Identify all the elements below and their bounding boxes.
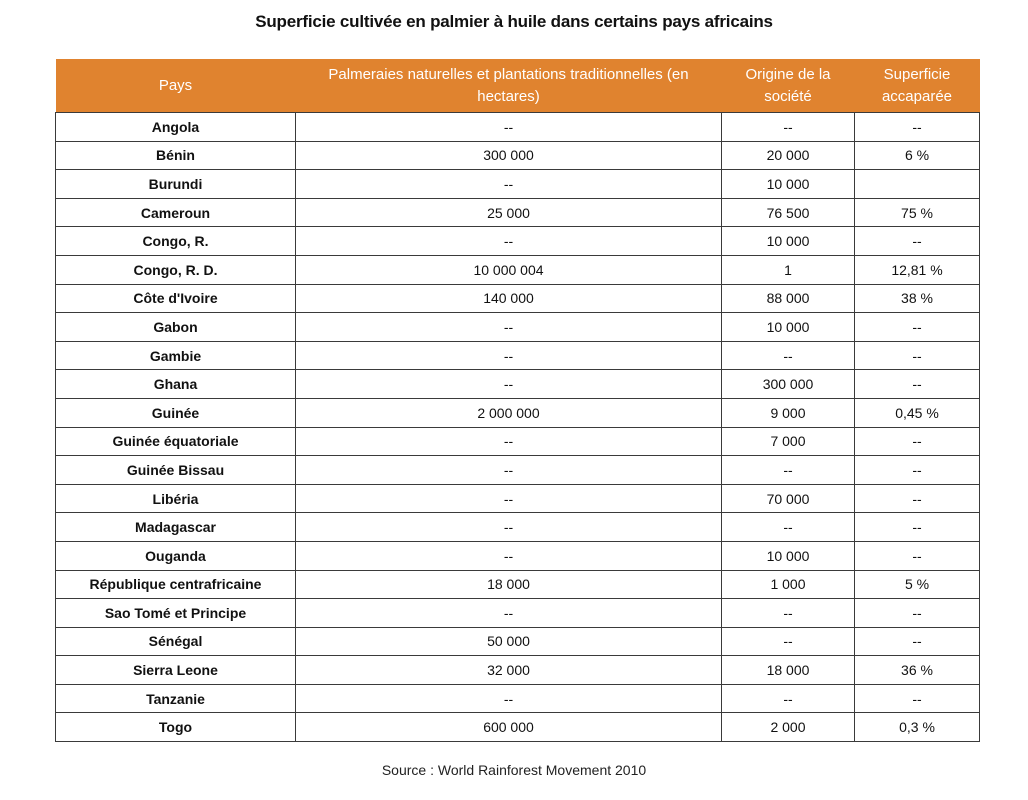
origine-cell: 10 000 <box>722 313 855 342</box>
country-cell: Sao Tomé et Principe <box>56 599 296 628</box>
palmeraies-cell: -- <box>296 513 722 542</box>
superficie-cell: 5 % <box>855 570 980 599</box>
palmeraies-cell: -- <box>296 227 722 256</box>
country-cell: Guinée Bissau <box>56 456 296 485</box>
country-cell: Sierra Leone <box>56 656 296 685</box>
table-row <box>56 284 980 313</box>
origine-cell: -- <box>722 599 855 628</box>
table-row <box>56 627 980 656</box>
palmeraies-cell: -- <box>296 313 722 342</box>
origine-cell: 20 000 <box>722 141 855 170</box>
palmeraies-cell: 32 000 <box>296 656 722 685</box>
origine-cell: -- <box>722 513 855 542</box>
superficie-cell: 75 % <box>855 198 980 227</box>
superficie-cell: 38 % <box>855 284 980 313</box>
origine-cell: 9 000 <box>722 398 855 427</box>
superficie-cell: -- <box>855 627 980 656</box>
table-row <box>56 341 980 370</box>
superficie-cell: 12,81 % <box>855 255 980 284</box>
superficie-cell: -- <box>855 227 980 256</box>
country-cell: Congo, R. <box>56 227 296 256</box>
table-row <box>56 170 980 199</box>
superficie-cell: -- <box>855 541 980 570</box>
table-row <box>56 656 980 685</box>
palmeraies-cell: -- <box>296 113 722 142</box>
origine-cell: -- <box>722 341 855 370</box>
table-row <box>56 141 980 170</box>
table-row <box>56 113 980 142</box>
superficie-cell: -- <box>855 599 980 628</box>
superficie-cell: -- <box>855 684 980 713</box>
origine-cell: -- <box>722 456 855 485</box>
superficie-cell: 0,3 % <box>855 713 980 742</box>
superficie-cell: 6 % <box>855 141 980 170</box>
table-row <box>56 370 980 399</box>
origine-cell: 70 000 <box>722 484 855 513</box>
origine-cell: 7 000 <box>722 427 855 456</box>
table-row <box>56 456 980 485</box>
country-cell: Angola <box>56 113 296 142</box>
table-row <box>56 541 980 570</box>
origine-cell: 10 000 <box>722 227 855 256</box>
table-row <box>56 684 980 713</box>
origine-cell: 1 000 <box>722 570 855 599</box>
palmeraies-cell: 18 000 <box>296 570 722 599</box>
superficie-cell: -- <box>855 313 980 342</box>
palmeraies-cell: 2 000 000 <box>296 398 722 427</box>
table-body <box>56 113 980 742</box>
origine-cell: 300 000 <box>722 370 855 399</box>
data-table <box>55 59 980 742</box>
table-row <box>56 427 980 456</box>
origine-cell: -- <box>722 113 855 142</box>
header-palmeraies: Palmeraies naturelles et plantations traditionnelles (en hectares) <box>296 59 722 113</box>
origine-cell: 10 000 <box>722 541 855 570</box>
table-row <box>56 227 980 256</box>
palmeraies-cell: 10 000 004 <box>296 255 722 284</box>
palmeraies-cell: 50 000 <box>296 627 722 656</box>
origine-cell: 1 <box>722 255 855 284</box>
origine-cell: 2 000 <box>722 713 855 742</box>
country-cell: Guinée <box>56 398 296 427</box>
country-cell: République centrafricaine <box>56 570 296 599</box>
table-row <box>56 713 980 742</box>
origine-cell: 88 000 <box>722 284 855 313</box>
country-cell: Sénégal <box>56 627 296 656</box>
superficie-cell: -- <box>855 341 980 370</box>
country-cell: Guinée équatoriale <box>56 427 296 456</box>
origine-cell: 18 000 <box>722 656 855 685</box>
header-pays: Pays <box>56 59 296 113</box>
palmeraies-cell: -- <box>296 684 722 713</box>
country-cell: Bénin <box>56 141 296 170</box>
table-row <box>56 198 980 227</box>
header-origine: Origine de la société <box>722 59 855 113</box>
palmeraies-cell: -- <box>296 370 722 399</box>
table-header <box>56 59 980 113</box>
palmeraies-cell: -- <box>296 170 722 199</box>
palmeraies-cell: -- <box>296 599 722 628</box>
palmeraies-cell: 600 000 <box>296 713 722 742</box>
superficie-cell: -- <box>855 513 980 542</box>
country-cell: Ouganda <box>56 541 296 570</box>
table-row <box>56 484 980 513</box>
country-cell: Tanzanie <box>56 684 296 713</box>
table-row <box>56 599 980 628</box>
palmeraies-cell: -- <box>296 427 722 456</box>
page-title: Superficie cultivée en palmier à huile dans certains pays africains <box>255 12 773 31</box>
table-row <box>56 398 980 427</box>
header-superficie: Superficie accaparée <box>855 59 980 113</box>
superficie-cell <box>855 170 980 199</box>
palmeraies-cell: 25 000 <box>296 198 722 227</box>
origine-cell: 76 500 <box>722 198 855 227</box>
origine-cell: 10 000 <box>722 170 855 199</box>
origine-cell: -- <box>722 684 855 713</box>
superficie-cell: -- <box>855 456 980 485</box>
header-row <box>56 59 980 113</box>
palmeraies-cell: -- <box>296 541 722 570</box>
palmeraies-cell: 140 000 <box>296 284 722 313</box>
table-row <box>56 570 980 599</box>
superficie-cell: -- <box>855 370 980 399</box>
country-cell: Cameroun <box>56 198 296 227</box>
source-note: Source : World Rainforest Movement 2010 <box>381 762 647 778</box>
country-cell: Madagascar <box>56 513 296 542</box>
country-cell: Ghana <box>56 370 296 399</box>
table-row <box>56 513 980 542</box>
country-cell: Côte d'Ivoire <box>56 284 296 313</box>
superficie-cell: -- <box>855 113 980 142</box>
country-cell: Burundi <box>56 170 296 199</box>
superficie-cell: 36 % <box>855 656 980 685</box>
palmeraies-cell: -- <box>296 456 722 485</box>
origine-cell: -- <box>722 627 855 656</box>
country-cell: Gabon <box>56 313 296 342</box>
country-cell: Togo <box>56 713 296 742</box>
table-row <box>56 255 980 284</box>
palmeraies-cell: -- <box>296 341 722 370</box>
superficie-cell: -- <box>855 427 980 456</box>
table-row <box>56 313 980 342</box>
superficie-cell: 0,45 % <box>855 398 980 427</box>
palmeraies-cell: 300 000 <box>296 141 722 170</box>
country-cell: Gambie <box>56 341 296 370</box>
superficie-cell: -- <box>855 484 980 513</box>
country-cell: Congo, R. D. <box>56 255 296 284</box>
palmeraies-cell: -- <box>296 484 722 513</box>
country-cell: Libéria <box>56 484 296 513</box>
